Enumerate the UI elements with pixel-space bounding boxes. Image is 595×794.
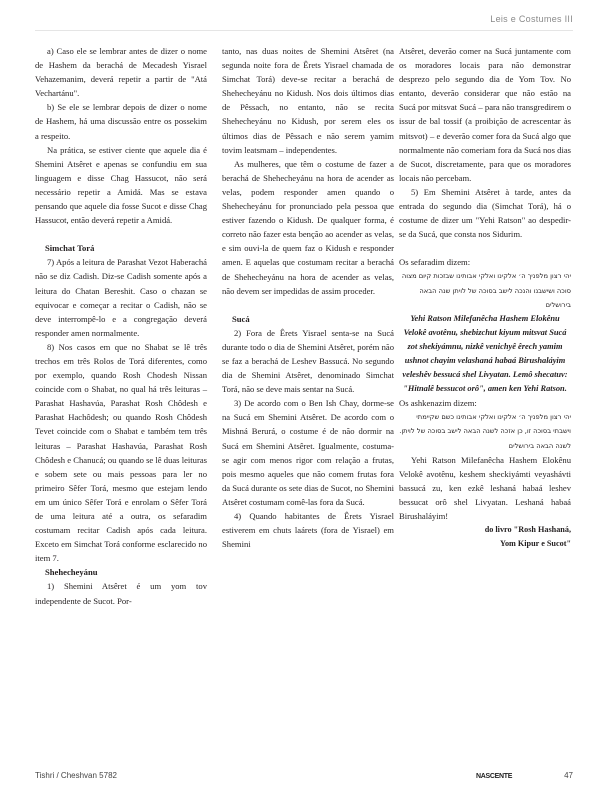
paragraph: 2) Fora de Êrets Yisrael senta-se na Sucá durante todo o dia de Shemini Atsêret, porém não se faz a berachá de Leshev Bassucá. No segundo dia de Shemini Atsêret, denominado Simchat Torá, não se deve mais sentar na Sucá. <box>222 327 394 395</box>
paragraph: tanto, nas duas noites de Shemini Atsêret (na segunda noite fora de Êrets Yisrael chamada de Simchat Torá) deve-se recitar a berachá de Shehecheyánu no Kidush. Nos dois últimos dias de Pêssach, no entanto, não se recita Shehecheyánu no Kidush, por serem eles os últimos dias de Pêssach e não serem yamim tovim leatsmam – independentes. <box>222 46 394 155</box>
column-2 <box>222 44 394 551</box>
paragraph: Atsêret, deverão comer na Sucá juntamente com os moradores locais para não demonstrar desprezo pelo segundo dia de Yom Tov. No entanto, deverão considerar que não estão na Sucá por mitsvat Sucá – para não transgredirem o issur de bal tossif (a proibição de acrescentar às mitsvot) – e deverão comer fora da Sucá algo que normalmente não comeriam fora da Sucá nos dias de Sucot, discretamente, para que os moradores locais não percebam. <box>399 46 571 183</box>
footer-issue: Tishri / Cheshvan 5782 <box>35 771 117 780</box>
running-header: Leis e Costumes III <box>490 14 573 24</box>
section-heading: Shehecheyánu <box>45 567 98 578</box>
nascente-logo: NASCENTE <box>476 773 513 780</box>
paragraph: As mulheres, que têm o costume de fazer a berachá de Shehecheyánu na hora de acender as velas, podem responder amen quando o Shehecheyánu for pronunciado pela pessoa que estiver fazendo o Kidush. De qualquer forma, é correto não fazer esta benção ao acender as velas, e sim ouvi-la de quem faz o Kidush e responder amen. E aquelas que costumam recitar a berachá de Shehecheyánu na hora de acender as velas, não devem ser impedidas de assim proceder. <box>222 158 394 296</box>
paragraph: b) Se ele se lembrar depois de dizer o nome de Hashem, há uma discussão entre os possekim a respeito. <box>35 102 207 141</box>
source-citation: Yom Kipur e Sucot" <box>499 539 571 549</box>
paragraph: Yehi Ratson Milefanêcha Hashem Elokênu Velokê avotênu, keshem sheckiyámti veyashávti bassucá zu, ken ezkê leshaná habaá leshev bessucat orô shel Livyatan. Leshaná habaá Birushaláyim! <box>399 454 571 521</box>
section-heading: Simchat Torá <box>45 243 95 254</box>
subheading: Os sefaradim dizem: <box>399 257 471 268</box>
source-citation: do livro "Rosh Hashaná, <box>484 525 571 535</box>
section-heading: Sucá <box>232 313 250 324</box>
paragraph: a) Caso ele se lembrar antes de dizer o nome de Hashem da berachá de Mecadesh Yisrael Vehazemanim, deverá repetir a partir de "Atá Vechartánu". <box>35 46 207 99</box>
column-1 <box>35 44 207 608</box>
paragraph: Na prática, se estiver ciente que aquele dia é Shemini Atsêret e apenas se confundiu em sua linguagem e disse Chag Hassucot, não será necessário repetir a Amidá. Mas se estava pensando que aquele dia fosse Sucot e disse Chag Hassucot, então deverá repetir a Amidá. <box>35 144 207 226</box>
paragraph: 8) Nos casos em que no Shabat se lê três trechos em três Rolos de Torá diferentes, como por exemplo, quando Rosh Chodesh Nissan coincide com o Shabat, no qual há três leituras – Parashat Hashavúa, Parashat Rosh Chôdesh e Parashat Hachôdesh; ou quando Rosh Chôdesh Tevet coincide com o Shabat e também tem três leituras – Parashat Hashavúa, Parashat Rosh Chôdesh e Chanucá; ou quando se lê duas leituras e sobem sete ou mais pessoas para ler no primeiro Sêfer Torá, mesmo que estejam lendo em um único Sêfer Torá e enrolam o Sêfer Torá de uma leitura até a outra, os sefaradim costumam recitar Cadish após cada leitura. Exceto em Simchat Torá conforme esclarecido no item 7. <box>35 341 207 564</box>
column-3 <box>399 44 571 551</box>
header-rule <box>35 30 573 31</box>
subheading: Os ashkenazim dizem: <box>399 398 477 409</box>
paragraph: 3) De acordo com o Ben Ish Chay, dorme-se na Sucá em Shemini Atsêret. De acordo com o Mishná Berurá, o costume é de não dormir na Sucá em Shemini Atsêret. Igualmente, costuma-se agir com menos rigor com relação a frutas, pois mesmo aqueles que não comem frutas fora da Sucá durante os sete dias de Sucot, no Shemini Atsêret costumam comê-las fora da Sucá. <box>222 398 394 507</box>
transliteration: Yehi Ratson Milefanêcha Hashem Elokênu Velokê avotênu, shebizchut kiyum mitsvat Sucá zot shekiyámnu, nizkê venichyê êrech yamim ushnot chayim velashaná habaá Birushaláyim veleshêv bessucá shel Livyatan. Lemô shecatuv: "Hitnalê bessucot orô", amen ken Yehi Ratson. <box>402 313 568 394</box>
page-number: 47 <box>564 771 573 780</box>
hebrew-prayer: יהי רצון מלפניך ה׳ אלקינו ואלקי אבותינו כשם שקיימתי וישבתי בסוכה זו, כן אזכה לשנה הבאה לישב בסוכה של לויתן. לשנה הבאה בירושלים <box>399 413 571 450</box>
hebrew-prayer: יהי רצון מלפניך ה׳ אלקינו ואלקי אבותינו שבזכות קיום מצוה סוכה ושישבנו והנכה לישב בסוכה של לויתן שנה הבאה בירושלים <box>401 272 571 309</box>
paragraph: 4) Quando habitantes de Êrets Yisrael estiverem em chuts laárets (fora de Yisrael) em Shemini <box>222 511 394 550</box>
paragraph: 7) Após a leitura de Parashat Vezot Haberachá não se diz Cadish. Diz-se Cadish somente após a leitura do Chatan Bereshit. Caso o chazan se equivocar e começar a recitar o Cadish, não se deve interrompê-lo e a congregação deverá responder amen normalmente. <box>35 257 207 338</box>
paragraph: 1) Shemini Atsêret é um yom tov independente de Sucot. Por- <box>35 581 207 606</box>
paragraph: 5) Em Shemini Atsêret à tarde, antes da entrada do segundo dia (Simchat Torá), há o costume de dizer um "Yehi Ratson" ao despedir-se da Sucá, que consta nos Sidurim. <box>399 186 571 240</box>
